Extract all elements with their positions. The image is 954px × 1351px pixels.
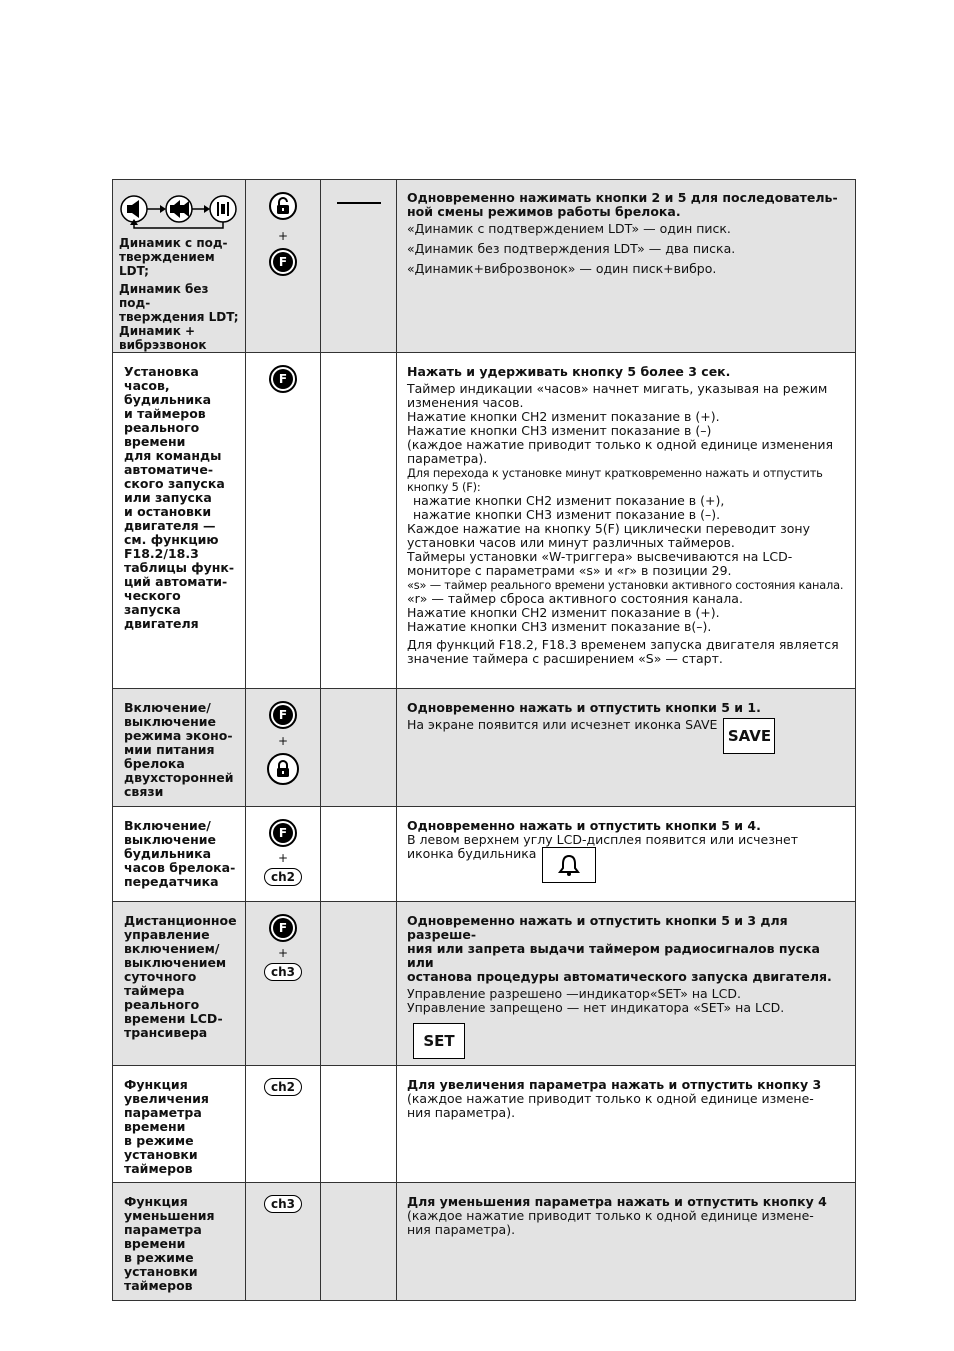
empty-cell <box>321 180 397 353</box>
desc-line: ния или запрета выдачи таймером радиосигналов пуска или <box>407 941 820 970</box>
desc-line: Управление запрещено — нет индикатора «SET» на LCD. <box>407 1000 785 1015</box>
buttons-cell <box>246 353 321 689</box>
lock-closed-icon <box>267 753 299 785</box>
desc-line: Для функций F18.2, F18.3 временем запуска двигателя является значение таймера с расширением «S» — старт. <box>407 637 839 666</box>
bell-icon <box>542 847 596 883</box>
function-label: Функция уменьшения параметра времени в режиме установки таймеров <box>124 1194 215 1293</box>
desc-line: ния параметра). <box>407 1222 516 1237</box>
desc-line: Таймер индикации «часов» начнет мигать, указывая на режим изменения часов. <box>407 381 828 410</box>
description-cell <box>397 807 856 902</box>
desc-line: «r» — таймер сброса активного состояния канала. <box>407 591 743 606</box>
function-cell <box>113 1183 246 1301</box>
buttons-cell <box>246 1183 321 1301</box>
function-cell <box>113 902 246 1066</box>
desc-line <box>407 847 847 883</box>
f-button-icon: F <box>269 819 297 847</box>
desc-line: нажатие кнопки CH2 изменит показание в (+), <box>413 493 725 508</box>
desc-line: Каждое нажатие на кнопку 5(F) циклически переводит зону установки часов или минут различных таймеров. <box>407 521 810 550</box>
desc-line: В левом верхнем углу LCD-дисплея появится или исчезнет <box>407 832 798 847</box>
empty-cell <box>321 902 397 1066</box>
function-cell <box>113 1066 246 1183</box>
desc-text: На экране появится или исчезнет иконка SAVE <box>407 717 718 732</box>
f-button-icon: F <box>269 701 297 729</box>
ch3-button-icon: ch3 <box>264 1195 302 1213</box>
lock-open-icon <box>269 192 297 220</box>
table-row <box>113 689 856 807</box>
desc-line: Одновременно нажимать кнопки 2 и 5 для последователь- <box>407 190 838 205</box>
function-label-line: тверждения LDT; <box>119 310 239 324</box>
description-cell <box>397 353 856 689</box>
desc-line: (каждое нажатие приводит только к одной единице измене- <box>407 1208 814 1223</box>
buttons-cell <box>246 689 321 807</box>
function-cell <box>113 353 246 689</box>
description-cell <box>397 1066 856 1183</box>
buttons-cell <box>246 807 321 902</box>
desc-line: нажатие кнопки CH3 изменит показание в (–). <box>413 507 721 522</box>
desc-line: Для увеличения параметра нажать и отпустить кнопку 3 <box>407 1077 822 1092</box>
f-button-icon: F <box>269 365 297 393</box>
desc-text: иконка будильника <box>407 846 537 861</box>
plus-sign: + <box>277 734 289 748</box>
plus-sign: + <box>277 851 289 865</box>
dash <box>337 202 381 204</box>
ch2-button-icon: ch2 <box>264 868 302 886</box>
desc-line: Одновременно нажать и отпустить кнопки 5 и 4. <box>407 818 761 833</box>
empty-cell <box>321 1183 397 1301</box>
desc-line: «Динамик+виброзвонок» — один писк+вибро. <box>407 261 717 276</box>
speaker-mode-cycle-icon <box>116 184 242 234</box>
desc-line: «Динамик с подтверждением LDT» — один писк. <box>407 221 731 236</box>
lcd-set-indicator: SET <box>413 1023 465 1059</box>
table-row <box>113 353 856 689</box>
table-row <box>113 1183 856 1301</box>
function-label: Включение/ выключение режима эконо- мии питания брелока двухсторонней связи <box>124 700 234 799</box>
function-label-line: Динамик без под- <box>119 282 209 310</box>
ch2-button-icon: ch2 <box>264 1078 302 1096</box>
plus-sign: + <box>277 946 289 960</box>
desc-line: (каждое нажатие приводит только к одной единице изменения параметра). <box>407 437 834 466</box>
table-row <box>113 807 856 902</box>
desc-line: Нажатие кнопки CH3 изменит показание в(–). <box>407 619 712 634</box>
function-cell <box>113 807 246 902</box>
desc-line: Для перехода к установке минут кратковременно нажать и отпустить кнопку 5 (F): <box>407 466 823 494</box>
desc-line: Одновременно нажать и отпустить кнопки 5 и 1. <box>407 700 761 715</box>
function-cell <box>113 180 246 353</box>
f-button-icon: F <box>269 248 297 276</box>
empty-cell <box>321 1066 397 1183</box>
function-label <box>113 236 245 352</box>
desc-line: «Динамик без подтверждения LDT» — два писка. <box>407 241 736 256</box>
function-label-line: тверждением LDT; <box>119 250 215 278</box>
desc-line: Нажатие кнопки CH3 изменит показание в (–) <box>407 423 712 438</box>
table-row <box>113 1066 856 1183</box>
buttons-cell <box>246 180 321 353</box>
instructions-table <box>112 179 856 1301</box>
desc-line: Одновременно нажать и отпустить кнопки 5 и 3 для разреше- <box>407 913 788 942</box>
function-label: Включение/ выключение будильника часов брелока- передатчика <box>124 818 236 889</box>
table-row <box>113 902 856 1066</box>
function-label-line: Динамик с под- <box>119 236 228 250</box>
function-label: Установка часов, будильника и таймеров реального времени для команды автоматиче- ского запуска или запуска и остановки двигателя — см. функцию F18.2/18.3 таблицы функ- ций автомати- ческого запуска двигателя <box>124 364 235 631</box>
desc-line: Для уменьшения параметра нажать и отпустить кнопку 4 <box>407 1194 827 1209</box>
f-button-icon: F <box>269 914 297 942</box>
function-label-line: вибрэзвонок <box>119 338 207 352</box>
function-label: Дистанционное управление включением/ выключением суточного таймера реального времени LCD- трансивера <box>124 913 237 1040</box>
ch3-button-icon: ch3 <box>264 963 302 981</box>
description-cell <box>397 689 856 807</box>
desc-line: Нажать и удерживать кнопку 5 более 3 сек. <box>407 364 731 379</box>
desc-line: ния параметра). <box>407 1105 516 1120</box>
desc-line: останова процедуры автоматического запуска двигателя. <box>407 969 832 984</box>
description-cell <box>397 1183 856 1301</box>
plus-sign: + <box>277 229 289 243</box>
function-label-line: Динамик + <box>119 324 196 338</box>
description-cell <box>397 902 856 1066</box>
desc-line: ной смены режимов работы брелока. <box>407 204 681 219</box>
desc-line: «s» — таймер реального времени установки активного состояния канала. <box>407 578 844 592</box>
description-cell <box>397 180 856 353</box>
empty-cell <box>321 807 397 902</box>
function-label: Функция увеличения параметра времени в режиме установки таймеров <box>124 1077 209 1176</box>
empty-cell <box>321 353 397 689</box>
desc-line: Управление разрешено —индикатор«SET» на LCD. <box>407 986 741 1001</box>
desc-line: Нажатие кнопки CH2 изменит показание в (+). <box>407 409 720 424</box>
table-row <box>113 180 856 353</box>
function-cell <box>113 689 246 807</box>
lcd-save-indicator: SAVE <box>723 718 775 754</box>
desc-line: Нажатие кнопки CH2 изменит показание в (+). <box>407 605 720 620</box>
buttons-cell <box>246 1066 321 1183</box>
desc-line <box>407 718 847 754</box>
desc-line: Таймеры установки «W-триггера» высвечиваются на LCD-мониторе с параметрами «s» и «r» в позиции 29. <box>407 549 793 578</box>
empty-cell <box>321 689 397 807</box>
desc-line: (каждое нажатие приводит только к одной единице измене- <box>407 1091 814 1106</box>
buttons-cell <box>246 902 321 1066</box>
